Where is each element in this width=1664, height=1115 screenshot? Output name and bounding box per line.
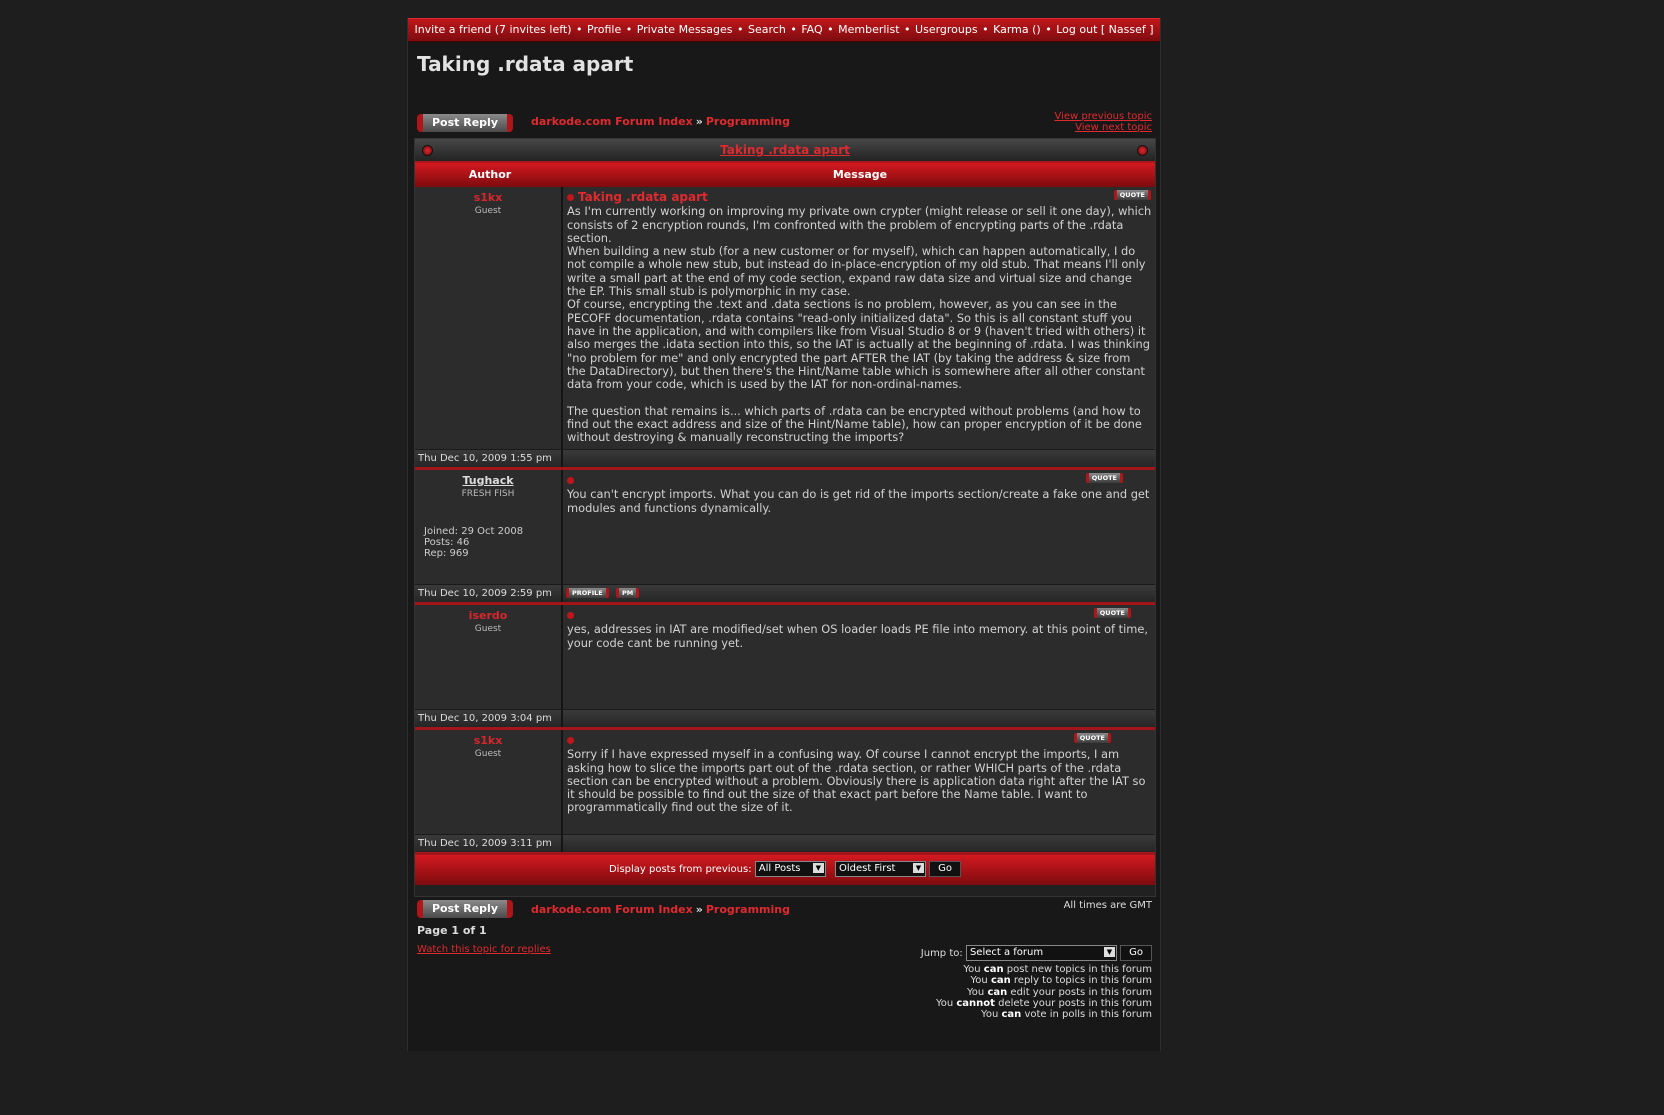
message-column-header: Message — [832, 168, 888, 181]
logout-link[interactable]: Log out [ Nassef ] — [1056, 23, 1154, 36]
page-title: Taking .rdata apart — [417, 52, 634, 76]
post — [415, 187, 1155, 470]
post-date: Thu Dec 10, 2009 2:59 pm — [415, 585, 563, 602]
quote-button[interactable]: QUOTE — [1094, 608, 1131, 618]
post-author-rank: Guest — [474, 749, 502, 759]
permission-line: You can edit your posts in this forum — [967, 986, 1152, 998]
post-author-name[interactable]: iserdo — [468, 609, 508, 622]
post — [415, 605, 1155, 730]
post-body: yes, addresses in IAT are modified/set when OS loader loads PE file into memory. at this point of time, your code cant be running yet. — [567, 622, 1152, 650]
sort-order-select[interactable]: Oldest First ▼ — [835, 861, 926, 877]
post-footer — [415, 584, 1155, 602]
post-date: Thu Dec 10, 2009 3:04 pm — [415, 710, 563, 727]
profile-link[interactable]: Profile — [587, 23, 622, 36]
post — [415, 730, 1155, 855]
post-body: Sorry if I have expressed myself in a confusing way. Of course I cannot encrypt the imports, I am asking how to slice the imports part out of the .rdata section, or rather WHICH parts of the .rdata section can be encrypted without a problem. Obviously there is application data right after the IAT so it should be possible to find out the size of that exact part before the Name table. I want to programmatically find out the size of it. — [567, 747, 1150, 815]
post-footer — [415, 709, 1155, 727]
post-subject — [567, 734, 1152, 747]
private-messages-link[interactable]: Private Messages — [636, 23, 733, 36]
dropdown-arrow-icon: ▼ — [913, 863, 924, 873]
post-author-cell — [415, 730, 563, 834]
post-reply-button-bottom[interactable]: Post Reply — [417, 900, 513, 918]
breadcrumb-bottom: darkode.com Forum Index » Programming — [531, 903, 790, 916]
quote-button[interactable]: QUOTE — [1086, 473, 1123, 483]
topic-navigation — [1054, 111, 1152, 133]
top-navigation-bar: Invite a friend (7 invites left) • Profile • Private Messages • Search • FAQ • Memberlist • Usergroups • Karma () • Log out [ Nassef ] — [408, 18, 1160, 42]
post-footer — [415, 834, 1155, 852]
post-author-name[interactable]: s1kx — [473, 734, 503, 747]
post-author-rank: Guest — [474, 624, 502, 634]
post-bullet-icon — [567, 737, 574, 744]
post-date: Thu Dec 10, 2009 1:55 pm — [415, 450, 563, 467]
post-subject — [567, 474, 1152, 487]
post-author-rank: FRESH FISH — [461, 489, 515, 499]
post-author-cell — [415, 605, 563, 709]
post-subject: Taking .rdata apart — [567, 191, 1152, 204]
jump-go-button[interactable]: Go — [1120, 945, 1152, 961]
page-container — [407, 18, 1161, 1051]
dropdown-arrow-icon: ▼ — [813, 863, 824, 873]
view-previous-topic-link[interactable]: View previous topic — [1054, 111, 1152, 122]
post-message-cell — [563, 187, 1155, 449]
faq-link[interactable]: FAQ — [801, 23, 823, 36]
breadcrumb-top: darkode.com Forum Index » Programming — [531, 115, 790, 128]
topic-title-link[interactable]: Taking .rdata apart — [720, 143, 850, 157]
topic-panel — [414, 138, 1156, 897]
post-bullet-icon — [567, 612, 574, 619]
breadcrumb-forum-link[interactable]: Programming — [705, 903, 790, 916]
post-bullet-icon — [567, 477, 574, 484]
right-dot-icon — [1137, 145, 1148, 156]
jump-to-forum — [921, 945, 1152, 961]
dropdown-arrow-icon: ▼ — [1104, 947, 1115, 957]
post-reply-button-top[interactable]: Post Reply — [417, 114, 513, 132]
post-message-cell — [563, 470, 1155, 584]
post-body: You can't encrypt imports. What you can do is get rid of the imports section/create a fake one and get modules and functions dynamically. — [567, 487, 1154, 515]
post-message-cell — [563, 730, 1155, 834]
forum-permissions — [936, 964, 1152, 1020]
jump-forum-select[interactable]: Select a forum ▼ — [966, 945, 1117, 961]
invite-friend-link[interactable]: Invite a friend (7 invites left) — [414, 23, 572, 36]
breadcrumb-forum-link[interactable]: Programming — [705, 115, 790, 128]
breadcrumb-index-link[interactable]: darkode.com Forum Index — [531, 115, 693, 128]
memberlist-link[interactable]: Memberlist — [838, 23, 900, 36]
post-author-cell — [415, 187, 563, 449]
topic-title-bar — [415, 139, 1155, 163]
post-date: Thu Dec 10, 2009 3:11 pm — [415, 835, 563, 852]
jump-to-label: Jump to: — [920, 948, 963, 959]
posts-period-select[interactable]: All Posts ▼ — [755, 861, 826, 877]
quote-button[interactable]: QUOTE — [1074, 733, 1111, 743]
view-next-topic-link[interactable]: View next topic — [1075, 122, 1152, 133]
post-author-info — [424, 526, 523, 559]
post-author-name[interactable]: s1kx — [473, 191, 503, 204]
post — [415, 470, 1155, 605]
post-author-rep: Rep: 969 — [424, 548, 469, 559]
permission-line: You can post new topics in this forum — [963, 964, 1152, 975]
post-author-joined: Joined: 29 Oct 2008 — [424, 526, 524, 537]
author-column-header: Author — [468, 168, 512, 181]
post-bullet-icon — [567, 194, 574, 201]
post-author-cell — [415, 470, 563, 584]
usergroups-link[interactable]: Usergroups — [915, 23, 978, 36]
display-go-button[interactable]: Go — [929, 861, 961, 877]
post-author-name[interactable]: Tughack — [462, 474, 514, 487]
permission-line: You cannot delete your posts in this forum — [935, 997, 1152, 1009]
post-author-rank: Guest — [474, 206, 502, 216]
breadcrumb-index-link[interactable]: darkode.com Forum Index — [531, 903, 693, 916]
karma-link[interactable]: Karma () — [993, 23, 1041, 36]
timezone-note: All times are GMT — [1063, 900, 1152, 911]
profile-button[interactable]: PROFILE — [566, 588, 609, 598]
post-author-posts: Posts: 46 — [424, 537, 470, 548]
post-subject — [567, 609, 1152, 622]
pm-button[interactable]: PM — [616, 588, 639, 598]
post-footer — [415, 449, 1155, 467]
permission-line: You can reply to topics in this forum — [970, 975, 1152, 987]
search-link[interactable]: Search — [748, 23, 786, 36]
post-message-cell — [563, 605, 1155, 709]
display-options-bar — [415, 855, 1155, 885]
left-dot-icon — [422, 145, 433, 156]
page-indicator: Page 1 of 1 — [417, 924, 487, 937]
column-headers — [415, 163, 1155, 187]
post-body: As I'm currently working on improving my private own crypter (might release or sell it one day), which consists of 2 encryption rounds, I'm confronted with the problem of encrypting parts of the .rdata section. When building a new stub (for a new customer or for myself), which can happen automatically, I do not compile a whole new stub, but instead do in-place-encryption of my old stub. That means I'll only write a small part at the end of my code section, expand raw data size and virtual size and change the EP. This small stub is polymorphic in my case. Of course, encrypting the .text and .data sections is no problem, however, as you can see in the PECOFF documentation, .rdata contains "read-only initialized data". So this is all constant stuff you have in the application, and with compilers like from Visual Studio 8 or 9 (haven't tried with others) it also merges the .idata section into this, so the IAT is actually at the beginning of .rdata. I was thinking "no problem for me" and only encrypted the part AFTER the IAT (by taking the address & size from the DataDirectory), but then there's the Hint/Name table which is somewhere after all other constant data from your code, which is used by the IAT for non-ordinal-names. The question that remains is... which parts of .rdata can be encrypted without problems (and how to find out the exact address and size of the Hint/Name table), how can proper encryption of it be done without destroying & manually reconstructing the imports? — [567, 204, 1152, 445]
watch-topic-link[interactable]: Watch this topic for replies — [417, 944, 551, 955]
quote-button[interactable]: QUOTE — [1114, 190, 1151, 200]
display-posts-label: Display posts from previous: — [608, 864, 752, 875]
permission-line: You can vote in polls in this forum — [981, 1009, 1152, 1021]
